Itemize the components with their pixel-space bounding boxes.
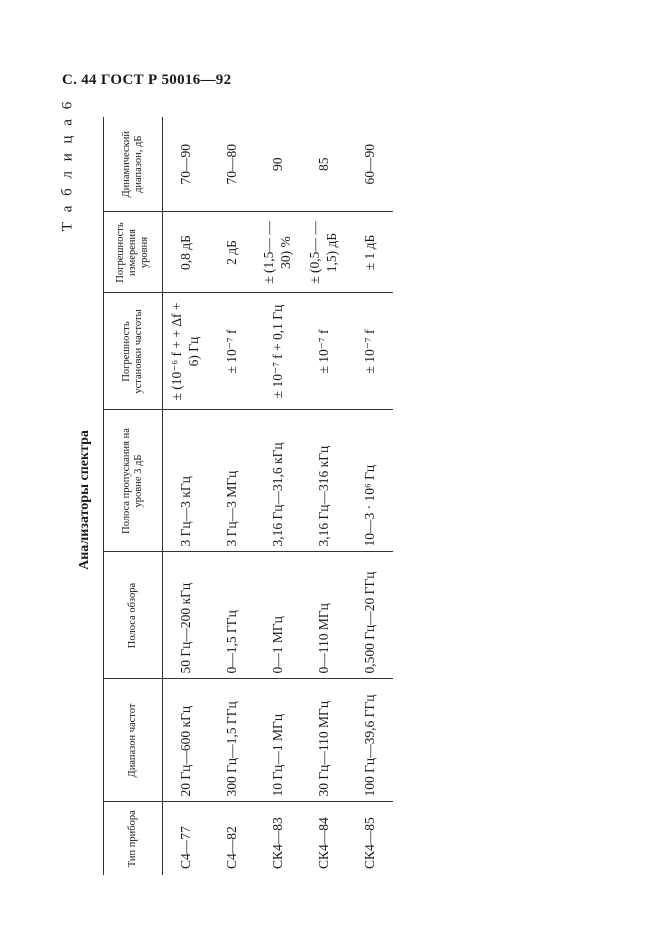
table-cell: ± (0,5— —1,5) дБ — [301, 212, 347, 293]
table-cell: 3,16 Гц—31,6 кГц — [255, 410, 301, 552]
column-header-type: Тип прибора — [104, 802, 163, 875]
table-cell: 3 Гц—3 кГц — [163, 410, 210, 552]
table-cell: ± 1 дБ — [347, 212, 393, 293]
table-cell: 70—90 — [163, 117, 210, 212]
table-cell: 85 — [301, 117, 347, 212]
table-cell: ± 10⁻⁷ f — [209, 293, 255, 410]
table-cell: 0—1,5 ГГц — [209, 552, 255, 679]
table-cell: 90 — [255, 117, 301, 212]
table-cell: 60—90 — [347, 117, 393, 212]
table-cell: СК4—84 — [315, 817, 331, 869]
table-cell: 0—1 МГц — [255, 552, 301, 679]
table-cell: 0—110 МГц — [301, 552, 347, 679]
table-cell: 0,8 дБ — [163, 212, 210, 293]
table-cell: 50 Гц—200 кГц — [163, 552, 210, 679]
column-header-frequency-error: Погрешность установки частоты — [104, 293, 163, 410]
table-cell: СК4—85 — [361, 817, 377, 869]
table-row — [255, 117, 301, 875]
column-header-sweep-band: Полоса обзора — [104, 552, 163, 679]
column-header-dynamic-range: Динамический диапазон, дБ — [104, 117, 163, 212]
table-header-row — [104, 117, 163, 875]
page-header: С. 44 ГОСТ Р 50016—92 — [62, 72, 232, 88]
table-cell: ± (1,5— —30) % — [255, 212, 301, 293]
table-row — [301, 117, 347, 875]
table-cell: СК4—83 — [269, 817, 285, 869]
table-caption: Анализаторы спектра — [77, 430, 92, 570]
table-cell: 3,16 Гц—316 кГц — [301, 410, 347, 552]
column-header-bandwidth: Полоса пропускания на уровне 3 дБ — [104, 410, 163, 552]
table-cell: 100 Гц—39,6 ГГц — [347, 679, 393, 802]
table-row — [163, 117, 210, 875]
table-row — [209, 117, 255, 875]
table-row — [347, 117, 393, 875]
column-header-frequency-range: Диапазон частот — [104, 679, 163, 802]
table-number-label: Т а б л и ц а 6 — [59, 98, 76, 232]
table-cell: 300 Гц—1,5 ГГц — [209, 679, 255, 802]
table-container — [103, 117, 377, 875]
table-cell: 3 Гц—3 МГц — [209, 410, 255, 552]
table-cell: С4—82 — [223, 826, 239, 869]
table-cell: 0,500 Гц—20 ГГц — [347, 552, 393, 679]
spectrum-analyzers-table — [103, 117, 393, 875]
table-cell: ± (10⁻⁶ f + + Δf + 6) Гц — [163, 293, 210, 410]
table-cell: 2 дБ — [209, 212, 255, 293]
table-cell: 20 Гц—600 кГц — [163, 679, 210, 802]
table-cell: ± 10⁻⁷ f — [301, 293, 347, 410]
table-cell: 70—80 — [209, 117, 255, 212]
table-cell: 10—3 · 10⁶ Гц — [347, 410, 393, 552]
table-cell: 10 Гц—1 МГц — [255, 679, 301, 802]
table-cell: С4—77 — [177, 826, 193, 869]
column-header-level-error: Погрешность измерения уровня — [104, 212, 163, 293]
table-cell: ± 10⁻⁷ f + 0,1 Гц — [255, 293, 301, 410]
table-cell: ± 10⁻⁷ f — [347, 293, 393, 410]
table-cell: 30 Гц—110 МГц — [301, 679, 347, 802]
